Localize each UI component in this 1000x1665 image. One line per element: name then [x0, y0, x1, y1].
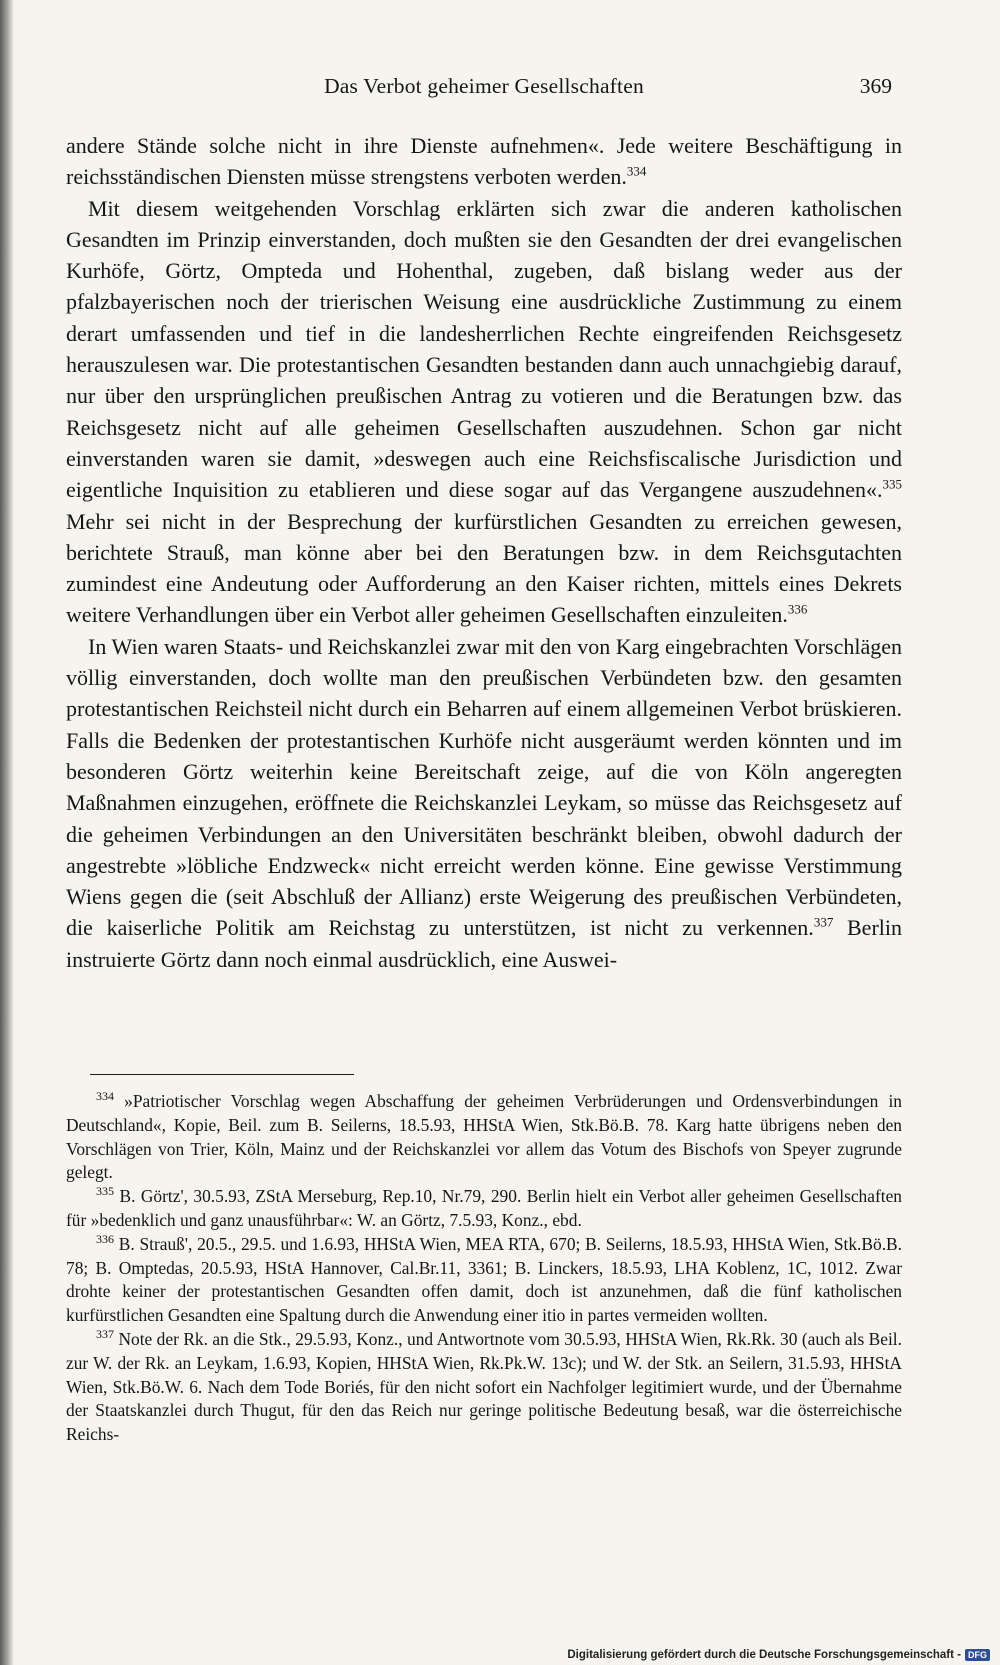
footnote-text: B. Strauß', 20.5., 29.5. und 1.6.93, HHStA Wien, MEA RTA, 670; B. Seilerns, 18.5.93, HHStA Wien, Stk.Bö.B. 78; B. Omptedas, 20.5.93, HStA Hannover, Cal.Br.11, 3361; B. Linckers, 18.5.93, LHA Koblenz, 1C, 1012. Zwar drohte keiner der protestantischen Gesandten offen damit, doch ist anzunehmen, daß die fünf katholischen kurfürstlichen Gesandten eine Spaltung durch die Anwendung einer itio in partes vermeiden wollten.: [66, 1233, 902, 1326]
paragraph-3: [66, 631, 902, 975]
credit-text: Digitalisierung gefördert durch die Deutsche Forschungsgemeinschaft -: [567, 1649, 961, 1661]
page-gutter-shadow: [0, 0, 14, 1665]
main-text: [66, 130, 902, 975]
paragraph-3-text-b: Berlin instruierte Görtz dann noch einmal ausdrücklich, eine Auswei-: [66, 915, 902, 972]
paragraph-3-text-a: In Wien waren Staats- und Reichskanzlei zwar mit den von Karg eingebrachten Vorschlägen völlig einverstanden, doch wollte man den preußischen Verbündeten bzw. den gesamten protestantischen Reichsteil nicht durch ein Beharren auf einem allgemeinen Verbot brüskieren. Falls die Bedenken der protestantischen Kurhöfe nicht ausgeräumt werden könnten und im besonderen Görtz weiterhin keine Bereitschaft zeige, auf die von Köln angeregten Maßnahmen einzugehen, eröffnete die Reichskanzlei Leykam, so müsse das Reichsgesetz auf die geheimen Verbindungen an den Universitäten beschränkt bleiben, obwohl dadurch der angestrebte »löbliche Endzweck« nicht erreicht werden könne. Eine gewisse Verstimmung Wiens gegen die (seit Abschluß der Allianz) erste Weigerung des preußischen Verbündeten, die kaiserliche Politik am Reichstag zu unterstützen, ist nicht zu verkennen.: [66, 633, 902, 941]
paragraph-2-text-a: Mit diesem weitgehenden Vorschlag erklärten sich zwar die anderen katholischen Gesandten im Prinzip einverstanden, doch mußten sie den Gesandten der drei evangelischen Kurhöfe, Görtz, Ompteda und Hohenthal, zugeben, daß bislang weder aus der pfalzbayerischen noch der trierischen Weisung eine ausdrückliche Zustimmung zu einem derart umfassenden und tief in die landesherrlichen Rechte eingreifenden Reichsgesetz herauszulesen war. Die protestantischen Gesandten bestanden dann auch unnachgiebig darauf, nur über den ursprünglichen preußischen Antrag zu votieren und die Beratungen bzw. das Reichsgesetz nicht auf alle geheimen Gesellschaften auszudehnen. Schon gar nicht einverstanden waren sie damit, »deswegen auch eine Reichsfiscalische Jurisdiction und eigentliche Inquisition zu etablieren und diese sogar auf das Vergangene auszudehnen«.: [66, 195, 902, 503]
paragraph-1: [66, 130, 902, 193]
footnote-text: Note der Rk. an die Stk., 29.5.93, Konz., und Antwortnote vom 30.5.93, HHStA Wien, Rk.Rk. 30 (auch als Beil. zur W. der Rk. an Leykam, 1.6.93, Kopien, HHStA Wien, Rk.Pk.W. 13c); und W. der Stk. an Seilern, 31.5.93, HHStA Wien, Stk.Bö.W. 6. Nach dem Tode Boriés, für den nicht sofort ein Nachfolger legitimiert wurde, und der Übernahme der Staatskanzlei durch Thugut, für den das Reich nur geringe politische Bedeutung besaß, war die österreichische Reichs-: [66, 1328, 902, 1445]
footnote-ref-337: 337: [813, 915, 834, 931]
footnote-335: [66, 1185, 902, 1233]
page-number: 369: [859, 74, 892, 98]
footnote-text: B. Görtz', 30.5.93, ZStA Merseburg, Rep.10, Nr.79, 290. Berlin hielt ein Verbot aller geheimen Gesellschaften für »bedenklich und ganz unausführbar«: W. an Görtz, 7.5.93, Konz., ebd.: [66, 1186, 903, 1230]
footnote-ref-334: 334: [626, 163, 647, 179]
paragraph-2: [66, 193, 902, 631]
footnote-text: »Patriotischer Vorschlag wegen Abschaffung der geheimen Verbrüderungen und Ordensverbindungen in Deutschland«, Kopie, Beil. zum B. Seilerns, 18.5.93, HHStA Wien, Stk.Bö.B. 78. Karg hatte übrigens neben den Vorschlägen von Trier, Köln, Mainz und der Reichskanzlei vor allem das Votum des Bischofs von Speyer zugrunde gelegt.: [66, 1091, 902, 1183]
footnote-ref-335: 335: [882, 476, 902, 492]
footnote-337: [66, 1328, 902, 1447]
footnote-ref-336: 336: [787, 602, 808, 618]
running-header: [66, 74, 902, 108]
footnotes: [66, 1090, 902, 1447]
footnote-number: 337: [96, 1327, 114, 1342]
footnote-336: [66, 1233, 902, 1328]
paragraph-1-text: andere Stände solche nicht in ihre Dienste aufnehmen«. Jede weitere Beschäftigung in reichsständischen Diensten müsse strengstens verboten werden.: [66, 133, 902, 190]
footnote-separator: [90, 1074, 354, 1075]
running-title: Das Verbot geheimer Gesellschaften: [324, 74, 644, 98]
digitization-credit: [567, 1649, 990, 1661]
footnote-334: [66, 1090, 902, 1185]
footnote-number: 334: [96, 1089, 114, 1104]
footnote-number: 336: [96, 1231, 114, 1246]
paragraph-2-text-b: Mehr sei nicht in der Besprechung der kurfürstlichen Gesandten zu erreichen gewesen, berichtete Strauß, man könne aber bei den Beratungen bzw. in dem Reichsgutachten zumindest eine Andeutung oder Aufforderung an den Kaiser richten, mittels eines Dekrets weitere Verhandlungen über ein Verbot aller geheimen Gesellschaften einzuleiten.: [66, 508, 902, 628]
footnote-number: 335: [96, 1184, 114, 1199]
dfg-logo: DFG: [965, 1649, 990, 1661]
